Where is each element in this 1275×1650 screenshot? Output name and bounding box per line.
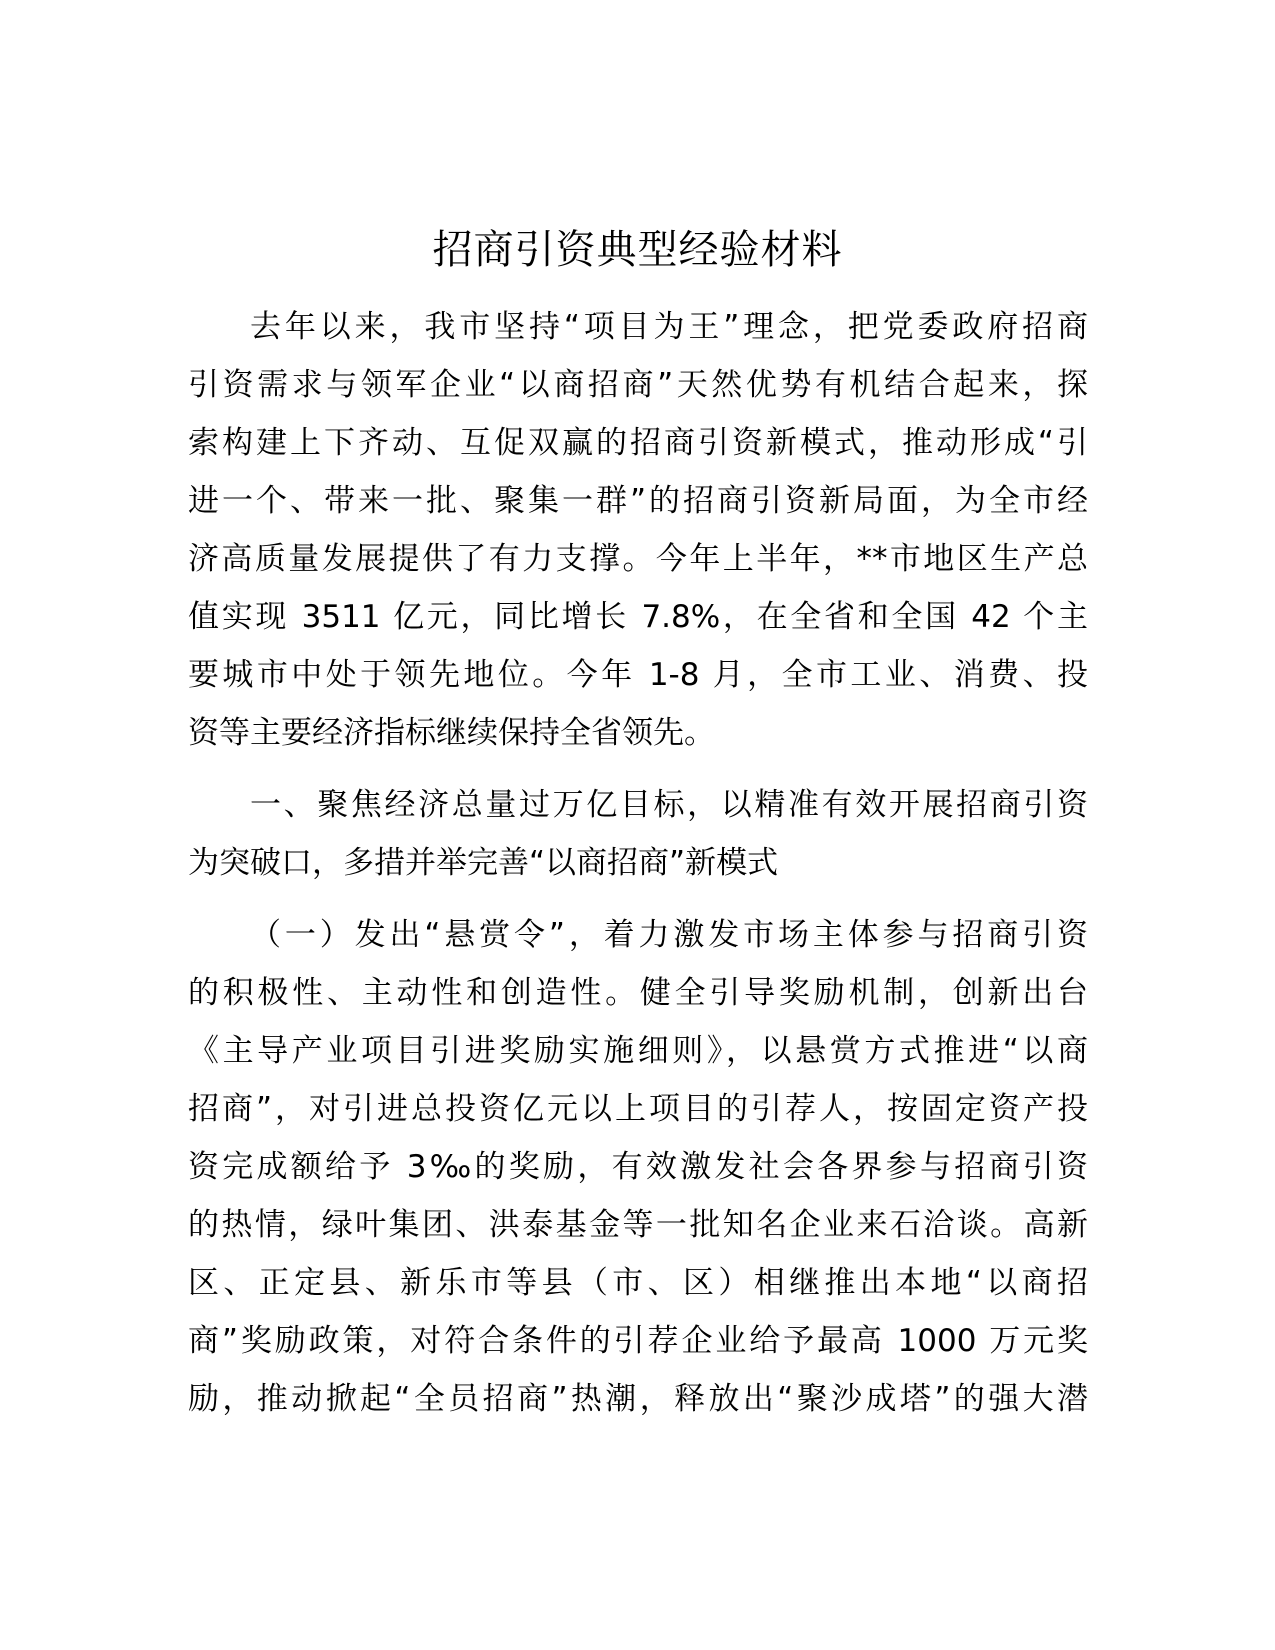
text-line: 索构建上下齐动、互促双赢的招商引资新模式，推动形成“引 xyxy=(188,425,1088,461)
text-line: 商”奖励政策，对符合条件的引荐企业给予最高 1000 万元奖 xyxy=(188,1323,1088,1359)
section-heading xyxy=(188,776,1088,892)
text-line: 资等主要经济指标继续保持全省领先。 xyxy=(188,715,715,751)
text-line: 《主导产业项目引进奖励实施细则》，以悬赏方式推进“以商 xyxy=(188,1033,1088,1069)
text-line: 招商”，对引进总投资亿元以上项目的引荐人，按固定资产投 xyxy=(188,1091,1088,1127)
paragraph-subsection-1 xyxy=(188,906,1088,1428)
text-line: 去年以来，我市坚持“项目为王”理念，把党委政府招商 xyxy=(250,309,1088,345)
document-title: 招商引资典型经验材料 xyxy=(432,227,843,273)
paragraph-intro xyxy=(188,298,1088,762)
text-line: 值实现 3511 亿元，同比增长 7.8%，在全省和全国 42 个主 xyxy=(188,599,1088,635)
text-line: 的积极性、主动性和创造性。健全引导奖励机制，创新出台 xyxy=(188,975,1088,1011)
text-line: 的热情，绿叶集团、洪泰基金等一批知名企业来石洽谈。高新 xyxy=(188,1207,1088,1243)
text-line: 区、正定县、新乐市等县（市、区）相继推出本地“以商招 xyxy=(188,1265,1088,1301)
text-line: 励，推动掀起“全员招商”热潮，释放出“聚沙成塔”的强大潜 xyxy=(188,1381,1088,1417)
document-body xyxy=(188,298,1088,1428)
text-line: 济高质量发展提供了有力支撑。今年上半年，**市地区生产总 xyxy=(188,541,1088,577)
text-line: 进一个、带来一批、聚集一群”的招商引资新局面，为全市经 xyxy=(188,483,1088,519)
text-line: 要城市中处于领先地位。今年 1-8 月，全市工业、消费、投 xyxy=(188,657,1088,693)
text-line: 为突破口，多措并举完善“以商招商”新模式 xyxy=(188,845,779,881)
text-line: 引资需求与领军企业“以商招商”天然优势有机结合起来，探 xyxy=(188,367,1088,403)
text-line: （一）发出“悬赏令”，着力激发市场主体参与招商引资 xyxy=(250,917,1088,953)
text-line: 一、聚焦经济总量过万亿目标，以精准有效开展招商引资 xyxy=(250,787,1088,823)
text-line: 资完成额给予 3‰的奖励，有效激发社会各界参与招商引资 xyxy=(188,1149,1088,1185)
